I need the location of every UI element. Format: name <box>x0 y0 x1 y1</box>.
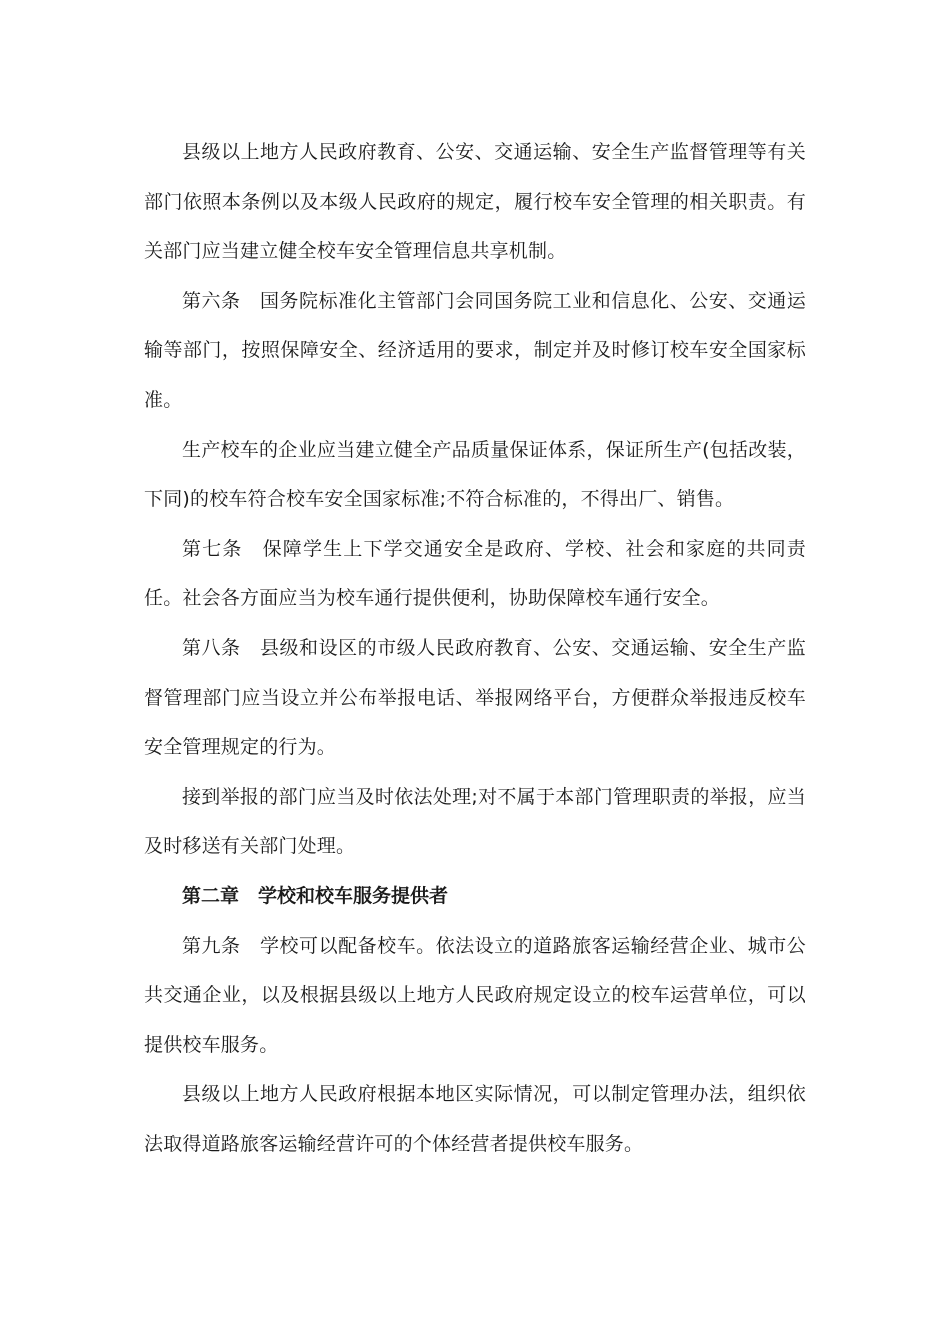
paragraph-report-handling: 接到举报的部门应当及时依法处理;对不属于本部门管理职责的举报，应当及时移送有关部门处理。 <box>144 785 806 858</box>
paragraph-article-7: 第七条 保障学生上下学交通安全是政府、学校、社会和家庭的共同责任。社会各方面应当为校车通行提供便利，协助保障校车通行安全。 <box>144 537 806 610</box>
paragraph-individual-operators: 县级以上地方人民政府根据本地区实际情况，可以制定管理办法，组织依法取得道路旅客运输经营许可的个体经营者提供校车服务。 <box>144 1083 806 1155</box>
document-body <box>144 128 806 1169</box>
paragraph-article-6: 第六条 国务院标准化主管部门会同国务院工业和信息化、公安、交通运输等部门，按照保障安全、经济适用的要求，制定并及时修订校车安全国家标准。 <box>144 289 806 411</box>
paragraph-article-9: 第九条 学校可以配备校车。依法设立的道路旅客运输经营企业、城市公共交通企业，以及根据县级以上地方人民政府规定设立的校车运营单位，可以提供校车服务。 <box>144 934 806 1056</box>
chapter-heading: 第二章 学校和校车服务提供者 <box>182 884 449 907</box>
paragraph-department-duties: 县级以上地方人民政府教育、公安、交通运输、安全生产监督管理等有关部门依照本条例以及本级人民政府的规定，履行校车安全管理的相关职责。有关部门应当建立健全校车安全管理信息共享机制。 <box>144 141 806 263</box>
paragraph-article-8: 第八条 县级和设区的市级人民政府教育、公安、交通运输、安全生产监督管理部门应当设立并公布举报电话、举报网络平台，方便群众举报违反校车安全管理规定的行为。 <box>144 636 806 759</box>
paragraph-manufacturer-quality: 生产校车的企业应当建立健全产品质量保证体系，保证所生产(包括改装，下同)的校车符合校车安全国家标准;不符合标准的，不得出厂、销售。 <box>144 438 806 511</box>
